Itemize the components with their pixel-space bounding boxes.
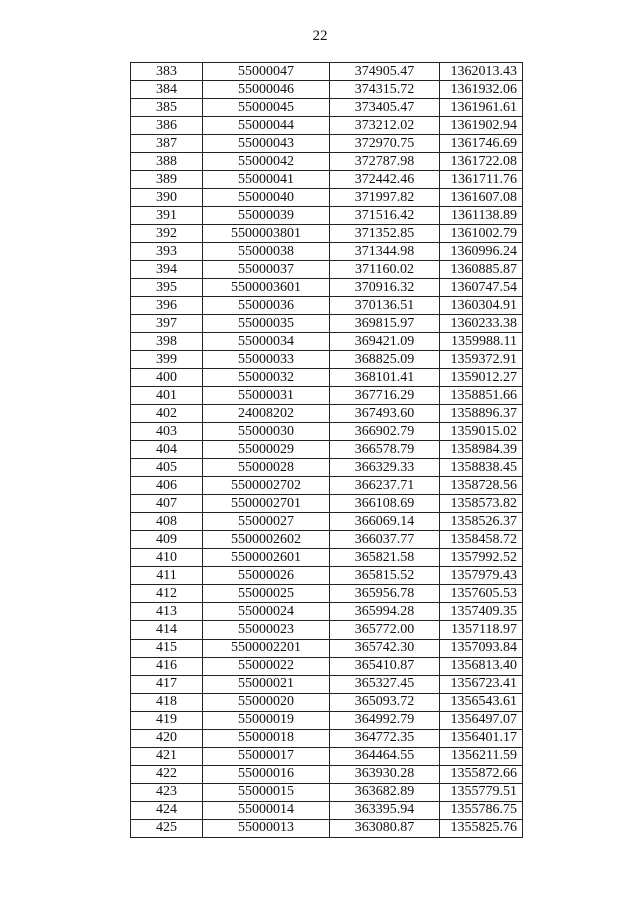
- point-code-cell: 55000047: [203, 63, 330, 81]
- x-coordinate-cell: 363930.28: [330, 765, 440, 783]
- point-code-cell: 5500002201: [203, 639, 330, 657]
- row-number-cell: 401: [131, 387, 203, 405]
- x-coordinate-cell: 366237.71: [330, 477, 440, 495]
- point-code-cell: 5500002701: [203, 495, 330, 513]
- point-code-cell: 55000043: [203, 135, 330, 153]
- x-coordinate-cell: 366069.14: [330, 513, 440, 531]
- x-coordinate-cell: 365772.00: [330, 621, 440, 639]
- table-row: [131, 459, 523, 477]
- point-code-cell: 55000018: [203, 729, 330, 747]
- table-row: [131, 765, 523, 783]
- point-code-cell: 55000019: [203, 711, 330, 729]
- x-coordinate-cell: 370136.51: [330, 297, 440, 315]
- row-number-cell: 422: [131, 765, 203, 783]
- y-coordinate-cell: 1361746.69: [440, 135, 523, 153]
- x-coordinate-cell: 363395.94: [330, 801, 440, 819]
- row-number-cell: 418: [131, 693, 203, 711]
- point-code-cell: 55000022: [203, 657, 330, 675]
- y-coordinate-cell: 1356401.17: [440, 729, 523, 747]
- row-number-cell: 408: [131, 513, 203, 531]
- point-code-cell: 55000031: [203, 387, 330, 405]
- point-code-cell: 55000014: [203, 801, 330, 819]
- point-code-cell: 5500003601: [203, 279, 330, 297]
- point-code-cell: 5500002601: [203, 549, 330, 567]
- y-coordinate-cell: 1357605.53: [440, 585, 523, 603]
- x-coordinate-cell: 365093.72: [330, 693, 440, 711]
- table-row: [131, 333, 523, 351]
- x-coordinate-cell: 365410.87: [330, 657, 440, 675]
- point-code-cell: 55000028: [203, 459, 330, 477]
- row-number-cell: 391: [131, 207, 203, 225]
- row-number-cell: 390: [131, 189, 203, 207]
- point-code-cell: 55000016: [203, 765, 330, 783]
- row-number-cell: 395: [131, 279, 203, 297]
- point-code-cell: 5500002702: [203, 477, 330, 495]
- x-coordinate-cell: 373405.47: [330, 99, 440, 117]
- x-coordinate-cell: 372787.98: [330, 153, 440, 171]
- row-number-cell: 412: [131, 585, 203, 603]
- y-coordinate-cell: 1361932.06: [440, 81, 523, 99]
- table-row: [131, 801, 523, 819]
- table-row: [131, 153, 523, 171]
- row-number-cell: 414: [131, 621, 203, 639]
- x-coordinate-cell: 363682.89: [330, 783, 440, 801]
- y-coordinate-cell: 1359012.27: [440, 369, 523, 387]
- row-number-cell: 403: [131, 423, 203, 441]
- row-number-cell: 405: [131, 459, 203, 477]
- table-row: [131, 531, 523, 549]
- x-coordinate-cell: 364464.55: [330, 747, 440, 765]
- table-row: [131, 657, 523, 675]
- y-coordinate-cell: 1359988.11: [440, 333, 523, 351]
- x-coordinate-cell: 368825.09: [330, 351, 440, 369]
- row-number-cell: 423: [131, 783, 203, 801]
- y-coordinate-cell: 1360996.24: [440, 243, 523, 261]
- row-number-cell: 394: [131, 261, 203, 279]
- x-coordinate-cell: 366578.79: [330, 441, 440, 459]
- x-coordinate-cell: 365821.58: [330, 549, 440, 567]
- table-row: [131, 387, 523, 405]
- table-row: [131, 639, 523, 657]
- y-coordinate-cell: 1358526.37: [440, 513, 523, 531]
- table-row: [131, 189, 523, 207]
- y-coordinate-cell: 1356723.41: [440, 675, 523, 693]
- row-number-cell: 421: [131, 747, 203, 765]
- table-row: [131, 135, 523, 153]
- table-row: [131, 441, 523, 459]
- y-coordinate-cell: 1358896.37: [440, 405, 523, 423]
- table-row: [131, 513, 523, 531]
- x-coordinate-cell: 371344.98: [330, 243, 440, 261]
- y-coordinate-cell: 1361902.94: [440, 117, 523, 135]
- y-coordinate-cell: 1360304.91: [440, 297, 523, 315]
- x-coordinate-cell: 363080.87: [330, 819, 440, 837]
- x-coordinate-cell: 364992.79: [330, 711, 440, 729]
- y-coordinate-cell: 1360233.38: [440, 315, 523, 333]
- point-code-cell: 55000042: [203, 153, 330, 171]
- row-number-cell: 387: [131, 135, 203, 153]
- row-number-cell: 396: [131, 297, 203, 315]
- point-code-cell: 55000017: [203, 747, 330, 765]
- row-number-cell: 386: [131, 117, 203, 135]
- row-number-cell: 415: [131, 639, 203, 657]
- coordinates-table-body: [131, 63, 523, 838]
- y-coordinate-cell: 1357093.84: [440, 639, 523, 657]
- x-coordinate-cell: 364772.35: [330, 729, 440, 747]
- x-coordinate-cell: 372970.75: [330, 135, 440, 153]
- table-row: [131, 819, 523, 837]
- point-code-cell: 55000036: [203, 297, 330, 315]
- table-row: [131, 693, 523, 711]
- row-number-cell: 388: [131, 153, 203, 171]
- y-coordinate-cell: 1357118.97: [440, 621, 523, 639]
- table-row: [131, 477, 523, 495]
- y-coordinate-cell: 1361711.76: [440, 171, 523, 189]
- table-row: [131, 117, 523, 135]
- point-code-cell: 55000025: [203, 585, 330, 603]
- x-coordinate-cell: 371516.42: [330, 207, 440, 225]
- row-number-cell: 407: [131, 495, 203, 513]
- point-code-cell: 55000045: [203, 99, 330, 117]
- table-row: [131, 621, 523, 639]
- x-coordinate-cell: 371997.82: [330, 189, 440, 207]
- x-coordinate-cell: 374905.47: [330, 63, 440, 81]
- row-number-cell: 419: [131, 711, 203, 729]
- x-coordinate-cell: 365815.52: [330, 567, 440, 585]
- point-code-cell: 55000026: [203, 567, 330, 585]
- y-coordinate-cell: 1359372.91: [440, 351, 523, 369]
- x-coordinate-cell: 374315.72: [330, 81, 440, 99]
- row-number-cell: 416: [131, 657, 203, 675]
- y-coordinate-cell: 1361961.61: [440, 99, 523, 117]
- table-row: [131, 261, 523, 279]
- y-coordinate-cell: 1357979.43: [440, 567, 523, 585]
- y-coordinate-cell: 1358984.39: [440, 441, 523, 459]
- x-coordinate-cell: 369815.97: [330, 315, 440, 333]
- y-coordinate-cell: 1355786.75: [440, 801, 523, 819]
- table-row: [131, 783, 523, 801]
- table-row: [131, 243, 523, 261]
- table-row: [131, 171, 523, 189]
- row-number-cell: 417: [131, 675, 203, 693]
- row-number-cell: 424: [131, 801, 203, 819]
- row-number-cell: 402: [131, 405, 203, 423]
- x-coordinate-cell: 371352.85: [330, 225, 440, 243]
- table-row: [131, 81, 523, 99]
- point-code-cell: 55000038: [203, 243, 330, 261]
- table-row: [131, 711, 523, 729]
- table-row: [131, 549, 523, 567]
- point-code-cell: 55000013: [203, 819, 330, 837]
- table-row: [131, 315, 523, 333]
- point-code-cell: 55000030: [203, 423, 330, 441]
- y-coordinate-cell: 1360885.87: [440, 261, 523, 279]
- x-coordinate-cell: 372442.46: [330, 171, 440, 189]
- y-coordinate-cell: 1356497.07: [440, 711, 523, 729]
- x-coordinate-cell: 369421.09: [330, 333, 440, 351]
- row-number-cell: 425: [131, 819, 203, 837]
- row-number-cell: 383: [131, 63, 203, 81]
- y-coordinate-cell: 1358573.82: [440, 495, 523, 513]
- point-code-cell: 55000029: [203, 441, 330, 459]
- table-row: [131, 297, 523, 315]
- point-code-cell: 55000021: [203, 675, 330, 693]
- x-coordinate-cell: 365327.45: [330, 675, 440, 693]
- table-row: [131, 369, 523, 387]
- row-number-cell: 409: [131, 531, 203, 549]
- x-coordinate-cell: 371160.02: [330, 261, 440, 279]
- y-coordinate-cell: 1358838.45: [440, 459, 523, 477]
- x-coordinate-cell: 366108.69: [330, 495, 440, 513]
- x-coordinate-cell: 365994.28: [330, 603, 440, 621]
- row-number-cell: 393: [131, 243, 203, 261]
- point-code-cell: 55000035: [203, 315, 330, 333]
- row-number-cell: 413: [131, 603, 203, 621]
- y-coordinate-cell: 1355779.51: [440, 783, 523, 801]
- x-coordinate-cell: 366037.77: [330, 531, 440, 549]
- point-code-cell: 24008202: [203, 405, 330, 423]
- row-number-cell: 400: [131, 369, 203, 387]
- y-coordinate-cell: 1357409.35: [440, 603, 523, 621]
- point-code-cell: 55000024: [203, 603, 330, 621]
- point-code-cell: 55000034: [203, 333, 330, 351]
- table-row: [131, 675, 523, 693]
- y-coordinate-cell: 1362013.43: [440, 63, 523, 81]
- table-row: [131, 279, 523, 297]
- table-row: [131, 567, 523, 585]
- point-code-cell: 5500002602: [203, 531, 330, 549]
- table-row: [131, 207, 523, 225]
- table-row: [131, 225, 523, 243]
- row-number-cell: 392: [131, 225, 203, 243]
- row-number-cell: 410: [131, 549, 203, 567]
- table-row: [131, 405, 523, 423]
- y-coordinate-cell: 1359015.02: [440, 423, 523, 441]
- table-row: [131, 747, 523, 765]
- table-row: [131, 585, 523, 603]
- point-code-cell: 5500003801: [203, 225, 330, 243]
- y-coordinate-cell: 1355825.76: [440, 819, 523, 837]
- x-coordinate-cell: 373212.02: [330, 117, 440, 135]
- y-coordinate-cell: 1356543.61: [440, 693, 523, 711]
- row-number-cell: 420: [131, 729, 203, 747]
- x-coordinate-cell: 366329.33: [330, 459, 440, 477]
- row-number-cell: 385: [131, 99, 203, 117]
- row-number-cell: 399: [131, 351, 203, 369]
- row-number-cell: 411: [131, 567, 203, 585]
- point-code-cell: 55000044: [203, 117, 330, 135]
- x-coordinate-cell: 370916.32: [330, 279, 440, 297]
- point-code-cell: 55000027: [203, 513, 330, 531]
- y-coordinate-cell: 1358851.66: [440, 387, 523, 405]
- y-coordinate-cell: 1356211.59: [440, 747, 523, 765]
- table-row: [131, 423, 523, 441]
- point-code-cell: 55000023: [203, 621, 330, 639]
- y-coordinate-cell: 1361722.08: [440, 153, 523, 171]
- x-coordinate-cell: 367493.60: [330, 405, 440, 423]
- y-coordinate-cell: 1358458.72: [440, 531, 523, 549]
- y-coordinate-cell: 1356813.40: [440, 657, 523, 675]
- point-code-cell: 55000041: [203, 171, 330, 189]
- row-number-cell: 389: [131, 171, 203, 189]
- table-row: [131, 603, 523, 621]
- x-coordinate-cell: 365956.78: [330, 585, 440, 603]
- point-code-cell: 55000033: [203, 351, 330, 369]
- table-row: [131, 63, 523, 81]
- table-row: [131, 99, 523, 117]
- y-coordinate-cell: 1361002.79: [440, 225, 523, 243]
- y-coordinate-cell: 1361607.08: [440, 189, 523, 207]
- table-row: [131, 351, 523, 369]
- point-code-cell: 55000020: [203, 693, 330, 711]
- y-coordinate-cell: 1358728.56: [440, 477, 523, 495]
- x-coordinate-cell: 365742.30: [330, 639, 440, 657]
- row-number-cell: 398: [131, 333, 203, 351]
- x-coordinate-cell: 366902.79: [330, 423, 440, 441]
- y-coordinate-cell: 1360747.54: [440, 279, 523, 297]
- point-code-cell: 55000037: [203, 261, 330, 279]
- table-row: [131, 729, 523, 747]
- point-code-cell: 55000046: [203, 81, 330, 99]
- page-number: 22: [312, 28, 328, 44]
- row-number-cell: 404: [131, 441, 203, 459]
- x-coordinate-cell: 367716.29: [330, 387, 440, 405]
- point-code-cell: 55000015: [203, 783, 330, 801]
- row-number-cell: 406: [131, 477, 203, 495]
- row-number-cell: 384: [131, 81, 203, 99]
- x-coordinate-cell: 368101.41: [330, 369, 440, 387]
- y-coordinate-cell: 1361138.89: [440, 207, 523, 225]
- point-code-cell: 55000040: [203, 189, 330, 207]
- y-coordinate-cell: 1355872.66: [440, 765, 523, 783]
- table-row: [131, 495, 523, 513]
- point-code-cell: 55000032: [203, 369, 330, 387]
- coordinates-table: [130, 62, 523, 838]
- y-coordinate-cell: 1357992.52: [440, 549, 523, 567]
- point-code-cell: 55000039: [203, 207, 330, 225]
- row-number-cell: 397: [131, 315, 203, 333]
